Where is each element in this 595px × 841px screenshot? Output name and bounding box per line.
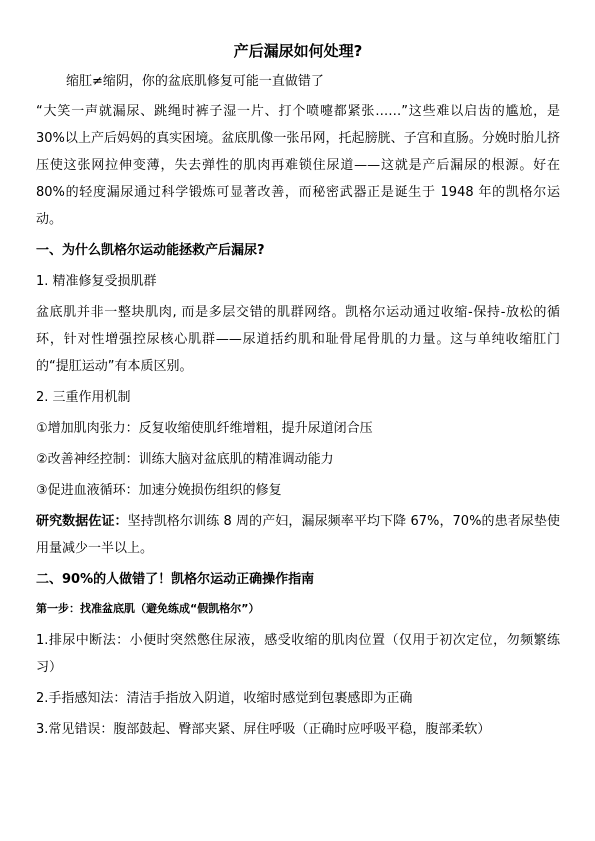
research-body: 坚持凯格尔训练 8 周的产妇，漏尿频率平均下降 67%，70%的患者尿垫使用量减少一半以上。: [36, 514, 560, 556]
section-1-heading: 一、为什么凯格尔运动能拯救产后漏尿?: [36, 243, 265, 258]
guide-item: 2.手指感知法：清洁手指放入阴道，收缩时感觉到包裹感即为正确: [36, 691, 413, 706]
section-2-heading: 二、90%的人做错了！凯格尔运动正确操作指南: [36, 572, 315, 587]
section-1-sub-2-heading: 2. 三重作用机制: [36, 390, 131, 405]
guide-item: 1.排尿中断法：小便时突然憋住尿液，感受收缩的肌肉位置（仅用于初次定位，勿频繁练习）: [36, 633, 560, 675]
guide-item: 3.常见错误：腹部鼓起、臀部夹紧、屏住呼吸（正确时应呼吸平稳，腹部柔软）: [36, 722, 491, 737]
research-label: 研究数据佐证：: [36, 514, 128, 529]
research-paragraph: [36, 508, 560, 562]
section-1-sub-1-body: 盆底肌并非一整块肌肉, 而是多层交错的肌群网络。凯格尔运动通过收缩-保持-放松的循环，针对性增强控尿核心肌群——尿道括约肌和耻骨尾骨肌的力量。这与单纯收缩肛门的“提肛运动”有本质区别。: [36, 305, 560, 374]
page-title: 产后漏尿如何处理?: [233, 42, 363, 60]
intro-paragraph: “大笑一声就漏尿、跳绳时裤子湿一片、打个喷嚏都紧张……”这些难以启齿的尴尬，是 30%以上产后妈妈的真实困境。盆底肌像一张吊网，托起膀胱、子宫和直肠。分娩时胎儿挤压使这张网拉伸变薄，失去弹性的肌肉再难锁住尿道——这就是产后漏尿的根源。好在 80%的轻度漏尿通过科学锻炼可显著改善，而秘密武器正是诞生于 1948 年的凯格尔运动。: [36, 104, 560, 227]
step-1-heading: 第一步：找准盆底肌（避免练成“假凯格尔”）: [36, 602, 260, 615]
mechanism-item: ①增加肌肉张力：反复收缩使肌纤维增粗，提升尿道闭合压: [36, 421, 373, 436]
mechanism-item: ②改善神经控制：训练大脑对盆底肌的精准调动能力: [36, 452, 334, 467]
page-subtitle: 缩肛≠缩阴，你的盆底肌修复可能一直做错了: [66, 74, 324, 89]
document-page: [36, 40, 560, 747]
mechanism-item: ③促进血液循环：加速分娩损伤组织的修复: [36, 483, 282, 498]
section-1-sub-1-heading: 1. 精准修复受损肌群: [36, 274, 157, 289]
